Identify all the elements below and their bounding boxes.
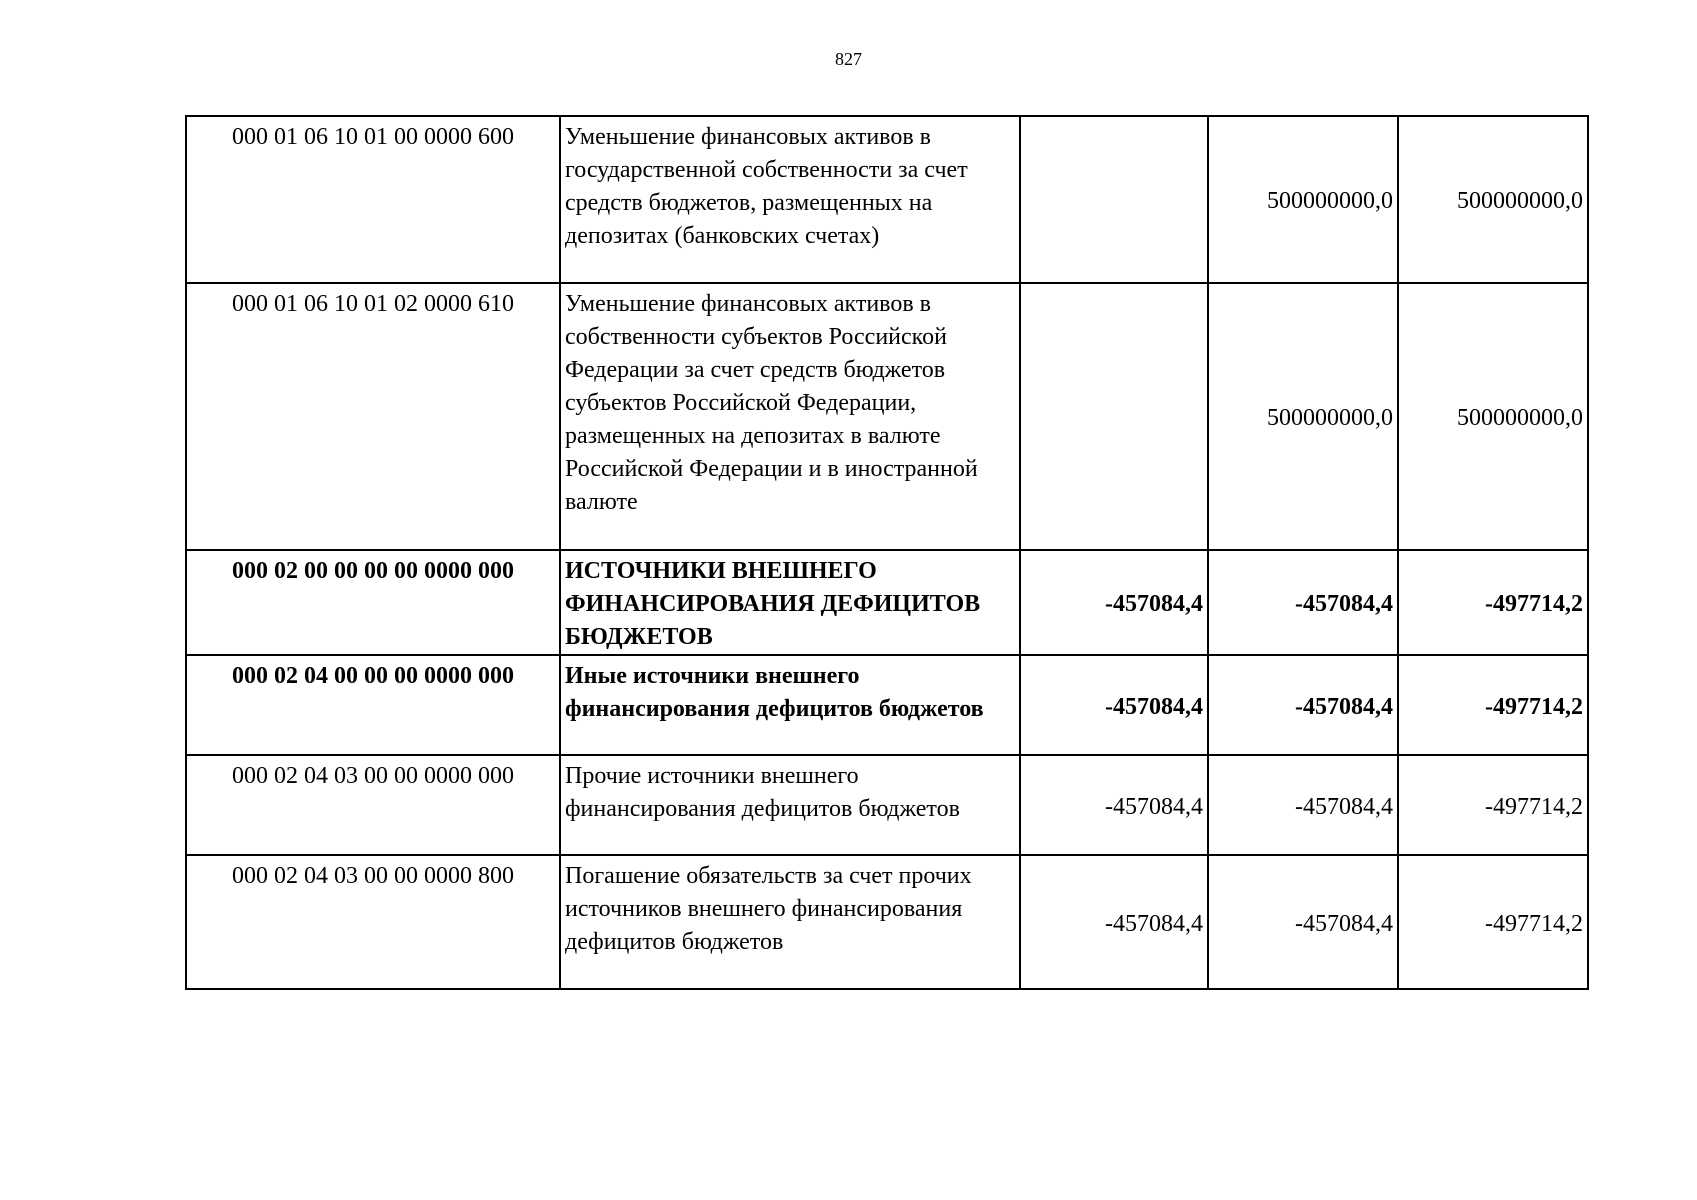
value-cell-2: -457084,4 <box>1208 550 1398 655</box>
table-row <box>186 655 1588 755</box>
value-cell-1: -457084,4 <box>1020 550 1208 655</box>
value-cell-3: -497714,2 <box>1398 855 1588 989</box>
value-cell-1: -457084,4 <box>1020 755 1208 855</box>
code-cell: 000 01 06 10 01 02 0000 610 <box>186 283 560 550</box>
code-cell: 000 02 04 03 00 00 0000 000 <box>186 755 560 855</box>
page-number: 827 <box>835 49 862 69</box>
value-cell-2: -457084,4 <box>1208 855 1398 989</box>
value-cell-1: -457084,4 <box>1020 655 1208 755</box>
value-cell-2: -457084,4 <box>1208 655 1398 755</box>
value-cell-2: 500000000,0 <box>1208 283 1398 550</box>
value-cell-3: -497714,2 <box>1398 550 1588 655</box>
description-cell: ИСТОЧНИКИ ВНЕШНЕГО ФИНАНСИРОВАНИЯ ДЕФИЦИТОВ БЮДЖЕТОВ <box>560 550 1020 655</box>
value-cell-1 <box>1020 283 1208 550</box>
table-row <box>186 550 1588 655</box>
code-cell: 000 02 00 00 00 00 0000 000 <box>186 550 560 655</box>
description-cell: Иные источники внешнего финансирования дефицитов бюджетов <box>560 655 1020 755</box>
code-cell: 000 01 06 10 01 00 0000 600 <box>186 116 560 283</box>
value-cell-3: -497714,2 <box>1398 655 1588 755</box>
value-cell-2: -457084,4 <box>1208 755 1398 855</box>
description-cell: Уменьшение финансовых активов в государственной собственности за счет средств бюджетов, размещенных на депозитах (банковских счетах) <box>560 116 1020 283</box>
description-cell: Уменьшение финансовых активов в собственности субъектов Российской Федерации за счет средств бюджетов субъектов Российской Федерации, размещенных на депозитах в валюте Российской Федерации и в иностранной валюте <box>560 283 1020 550</box>
value-cell-3: 500000000,0 <box>1398 283 1588 550</box>
value-cell-3: 500000000,0 <box>1398 116 1588 283</box>
code-cell: 000 02 04 03 00 00 0000 800 <box>186 855 560 989</box>
value-cell-3: -497714,2 <box>1398 755 1588 855</box>
value-cell-1: -457084,4 <box>1020 855 1208 989</box>
description-cell: Погашение обязательств за счет прочих источников внешнего финансирования дефицитов бюджетов <box>560 855 1020 989</box>
code-cell: 000 02 04 00 00 00 0000 000 <box>186 655 560 755</box>
table-row <box>186 855 1588 989</box>
value-cell-2: 500000000,0 <box>1208 116 1398 283</box>
budget-sources-table <box>185 115 1589 990</box>
description-cell: Прочие источники внешнего финансирования дефицитов бюджетов <box>560 755 1020 855</box>
table-row <box>186 755 1588 855</box>
table-row <box>186 116 1588 283</box>
value-cell-1 <box>1020 116 1208 283</box>
table-row <box>186 283 1588 550</box>
